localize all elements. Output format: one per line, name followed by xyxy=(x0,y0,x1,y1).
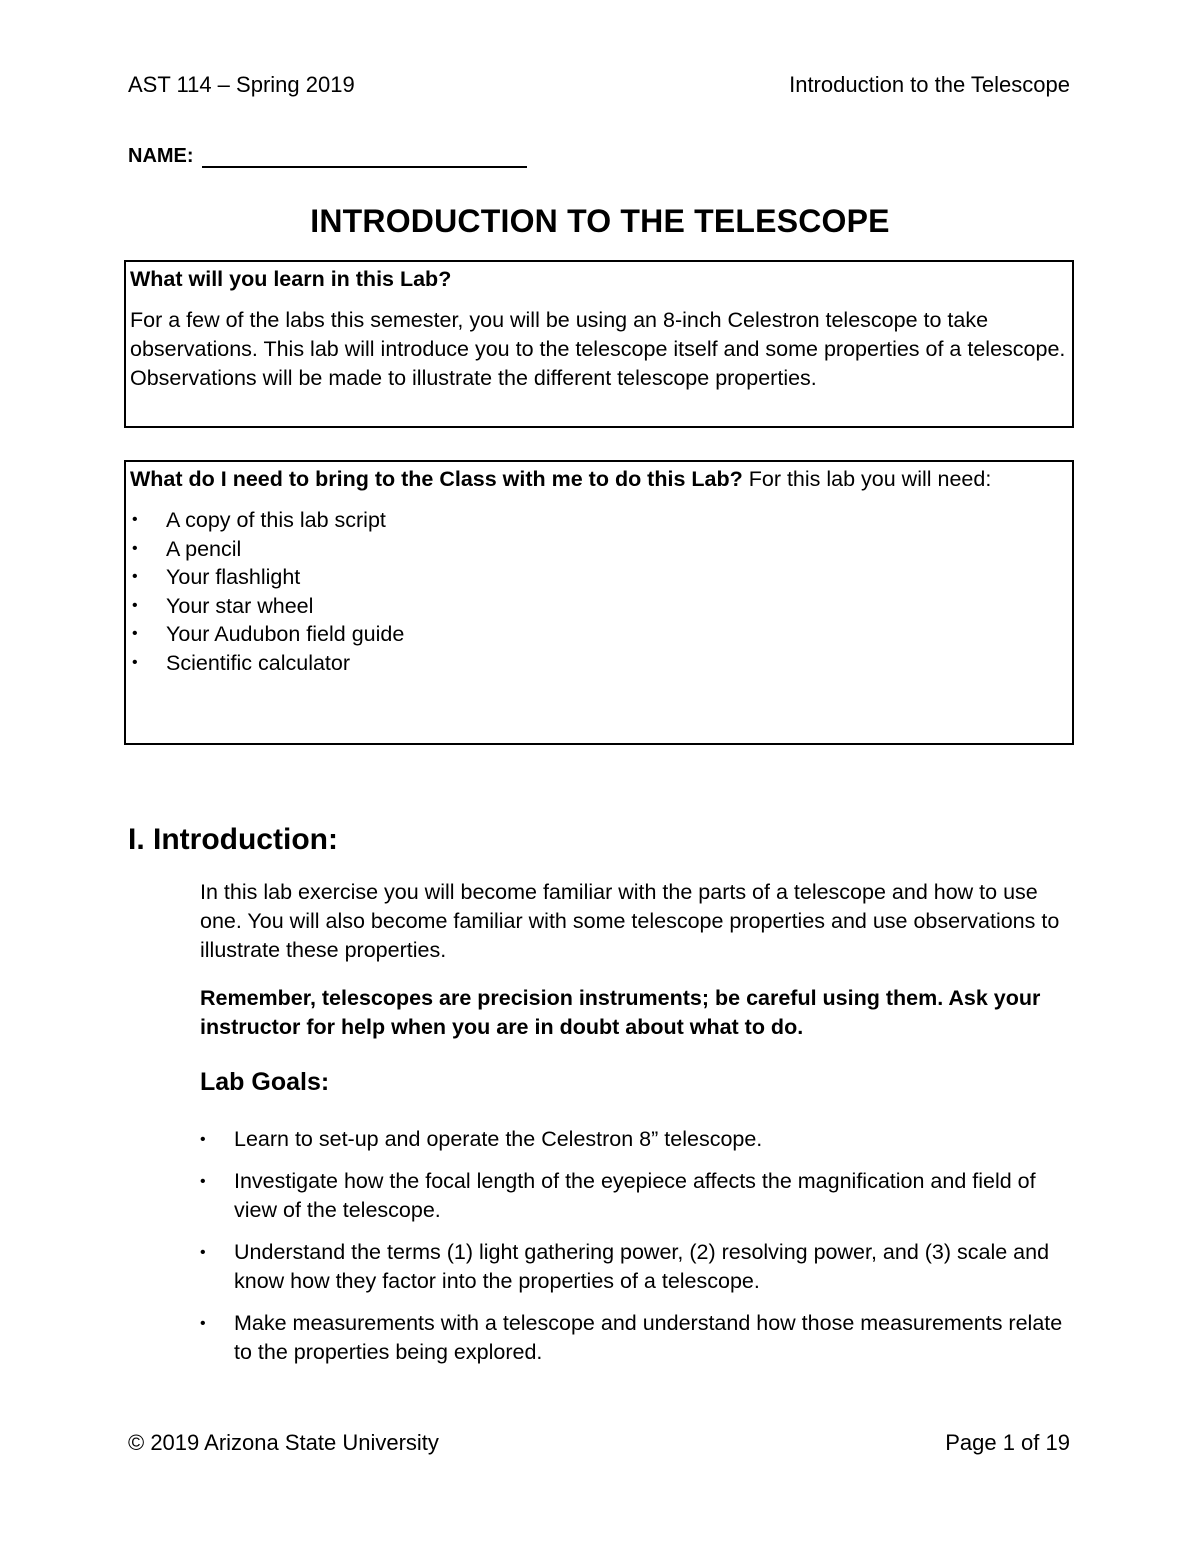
bullet-icon: • xyxy=(200,1131,206,1148)
list-item: • Your Audubon field guide xyxy=(130,620,1068,649)
bring-box xyxy=(124,460,1074,745)
bullet-icon: • xyxy=(132,568,138,585)
footer-copyright: © 2019 Arizona State University xyxy=(128,1430,439,1455)
list-item: • Understand the terms (1) light gathering power, (2) resolving power, and (3) scale and know how they factor into the properties of a telescope. xyxy=(200,1240,1050,1293)
remember-note: Remember, telescopes are precision instruments; be careful using them. Ask your instructor for help when you are in doubt about what to do. xyxy=(200,986,1041,1039)
bring-intro xyxy=(130,465,1068,494)
list-item: • Your star wheel xyxy=(130,592,1068,621)
list-item: • Learn to set-up and operate the Celestron 8” telescope. xyxy=(200,1125,1070,1154)
name-field xyxy=(128,145,527,168)
page-title: INTRODUCTION TO THE TELESCOPE xyxy=(310,203,890,239)
list-item: • Investigate how the focal length of the eyepiece affects the magnification and field of view of the telescope. xyxy=(200,1169,1036,1222)
introduction-text: In this lab exercise you will become familiar with the parts of a telescope and how to use one. You will also become familiar with some telescope properties and use observations to illustrate these properties. xyxy=(200,880,1060,962)
bullet-icon: • xyxy=(200,1315,206,1332)
bring-list xyxy=(130,506,1068,677)
learn-text: For a few of the labs this semester, you will be using an 8-inch Celestron telescope to take observations. This lab will introduce you to the telescope itself and some properties of a telescope. Observations will be made to illustrate the different telescope properties. xyxy=(130,308,1066,390)
list-item: • Your flashlight xyxy=(130,563,1068,592)
bullet-icon: • xyxy=(132,511,138,528)
name-label: NAME: xyxy=(128,145,194,167)
goals-heading: Lab Goals: xyxy=(200,1068,330,1096)
bullet-icon: • xyxy=(132,596,138,614)
bullet-icon: • xyxy=(132,539,138,557)
bring-question: What do I need to bring to the Class with me to do this Lab? xyxy=(130,467,743,491)
list-item: • A pencil xyxy=(130,535,1068,564)
footer-page-number: Page 1 of 19 xyxy=(945,1430,1070,1455)
list-item: • Make measurements with a telescope and understand how those measurements relate to the properties being explored. xyxy=(200,1311,1063,1364)
name-underline xyxy=(202,146,527,168)
header-lab-title: Introduction to the Telescope xyxy=(789,72,1070,97)
list-item: • Scientific calculator xyxy=(130,649,1068,678)
bullet-icon: • xyxy=(200,1173,206,1190)
list-item: • A copy of this lab script xyxy=(130,506,1068,535)
bring-text: For this lab you will need: xyxy=(742,467,992,491)
bullet-icon: • xyxy=(200,1244,206,1261)
learn-question: What will you learn in this Lab? xyxy=(130,267,452,291)
introduction-heading: I. Introduction: xyxy=(128,823,338,856)
bullet-icon: • xyxy=(132,653,138,671)
learn-box xyxy=(124,260,1074,428)
header-course: AST 114 – Spring 2019 xyxy=(128,72,355,97)
bullet-icon: • xyxy=(132,625,138,642)
goals-list xyxy=(200,1125,1070,1380)
